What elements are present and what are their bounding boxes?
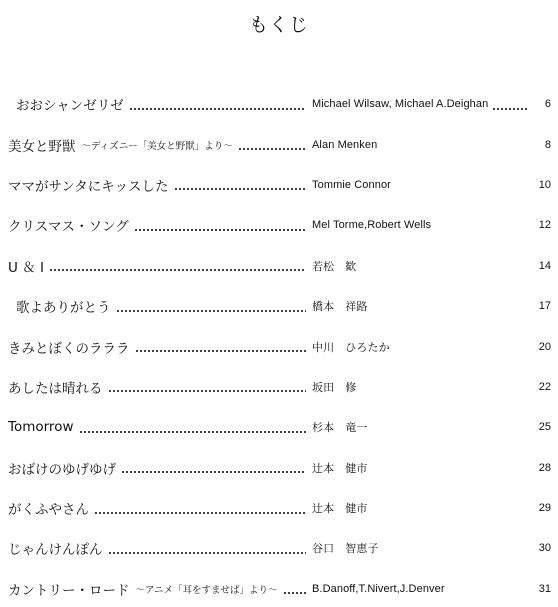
toc-entry bbox=[8, 528, 551, 568]
author-name: 辻本 健市 bbox=[312, 503, 368, 516]
author-name: Mel Torme,Robert Wells bbox=[312, 219, 432, 232]
entry-credit-area bbox=[312, 219, 551, 231]
dot-leader bbox=[283, 592, 306, 594]
author-name: 杉本 竜一 bbox=[312, 422, 368, 435]
author-name: Alan Menken bbox=[312, 138, 378, 151]
toc-entry bbox=[8, 569, 551, 607]
author-name: Tommie Connor bbox=[312, 178, 391, 191]
song-subtitle: ～ディズニー「美女と野獣」より～ bbox=[81, 140, 233, 152]
dot-leader bbox=[108, 390, 307, 392]
toc-entry bbox=[8, 124, 551, 164]
author-name: Michael Wilsaw, Michael A.Deighan bbox=[312, 98, 489, 111]
author-name: 中川 ひろたか bbox=[312, 341, 390, 354]
toc-entry bbox=[8, 448, 551, 488]
page-number: 14 bbox=[538, 259, 551, 272]
entry-credit-area bbox=[312, 179, 551, 191]
toc-entry bbox=[8, 246, 551, 286]
song-title: Tomorrow bbox=[8, 419, 74, 436]
page-number: 29 bbox=[538, 502, 551, 515]
song-title: きみとぼくのラララ bbox=[8, 340, 130, 357]
dot-leader bbox=[129, 108, 306, 110]
entry-credit-area bbox=[312, 419, 551, 435]
song-title: おばけのゆげゆげ bbox=[8, 461, 116, 478]
entry-credit-area bbox=[312, 339, 551, 355]
page-number: 12 bbox=[538, 219, 551, 232]
dot-leader bbox=[108, 552, 307, 554]
page-number: 17 bbox=[538, 300, 551, 313]
entry-title-area bbox=[8, 256, 312, 276]
author-name: 若松 歓 bbox=[312, 260, 357, 273]
song-title: ママがサンタにキッスした bbox=[8, 178, 169, 195]
dot-leader bbox=[79, 431, 307, 433]
toc-entry bbox=[8, 367, 551, 407]
entry-title-area bbox=[8, 135, 312, 155]
song-title: あしたは晴れる bbox=[8, 380, 103, 397]
entry-credit-area bbox=[312, 379, 551, 395]
entry-title-area bbox=[8, 94, 312, 114]
song-title: 美女と野獣 bbox=[8, 138, 76, 155]
page-number: 31 bbox=[538, 582, 551, 595]
song-title: U ＆ I bbox=[8, 259, 44, 276]
entry-credit-area bbox=[312, 98, 551, 110]
entry-credit-area bbox=[312, 540, 551, 556]
page-number: 30 bbox=[538, 542, 551, 555]
entry-title-area bbox=[8, 498, 312, 518]
author-name: 辻本 健市 bbox=[312, 462, 368, 475]
page-title: もくじ bbox=[248, 14, 309, 36]
toc-entry bbox=[8, 407, 551, 447]
toc-entry bbox=[8, 205, 551, 245]
dot-leader bbox=[49, 269, 306, 271]
page-number: 25 bbox=[538, 421, 551, 434]
dot-leader bbox=[121, 471, 306, 473]
toc-entry bbox=[8, 326, 551, 366]
page-number: 20 bbox=[538, 340, 551, 353]
entry-title-area bbox=[8, 538, 312, 558]
song-title: クリスマス・ソング bbox=[8, 219, 129, 236]
toc-list bbox=[8, 84, 551, 607]
entry-credit-area bbox=[312, 258, 551, 274]
dot-leader bbox=[238, 148, 306, 150]
song-subtitle: ～アニメ「耳をすませば」より～ bbox=[135, 584, 278, 596]
entry-credit-area bbox=[312, 500, 551, 516]
page-number: 8 bbox=[544, 138, 551, 151]
page-number: 22 bbox=[538, 380, 551, 393]
song-title: 歌よありがとう bbox=[16, 300, 111, 317]
entry-title-area bbox=[8, 215, 312, 235]
toc-entry bbox=[8, 165, 551, 205]
song-title: がくふやさん bbox=[8, 502, 89, 519]
author-name: 坂田 修 bbox=[312, 381, 357, 394]
dot-leader bbox=[94, 512, 306, 514]
toc-entry bbox=[8, 84, 551, 124]
author-name: 橋本 祥路 bbox=[312, 301, 368, 314]
entry-credit-area bbox=[312, 298, 551, 314]
dot-leader bbox=[174, 188, 306, 190]
entry-title-area bbox=[8, 579, 312, 599]
author-name: 谷口 智恵子 bbox=[312, 543, 379, 556]
entry-title-area bbox=[8, 458, 312, 478]
author-name: B.Danoff,T.Nivert,J.Denver bbox=[312, 582, 445, 595]
song-title: おおシャンゼリゼ bbox=[16, 98, 124, 115]
song-title: カントリー・ロード bbox=[8, 582, 130, 599]
entry-title-area bbox=[8, 175, 312, 195]
dot-leader bbox=[134, 229, 306, 231]
entry-title-area bbox=[8, 377, 312, 397]
entry-title-area bbox=[8, 296, 312, 316]
dot-leader bbox=[135, 350, 307, 352]
dot-leader bbox=[492, 108, 528, 110]
entry-title-area bbox=[8, 419, 312, 435]
page-number: 28 bbox=[538, 461, 551, 474]
dot-leader bbox=[116, 310, 307, 312]
toc-entry bbox=[8, 286, 551, 326]
page-number: 6 bbox=[544, 98, 551, 111]
entry-title-area bbox=[8, 337, 312, 357]
page-number: 10 bbox=[538, 178, 551, 191]
entry-credit-area bbox=[312, 583, 551, 595]
entry-credit-area bbox=[312, 139, 551, 151]
entry-credit-area bbox=[312, 460, 551, 476]
toc-entry bbox=[8, 488, 551, 528]
song-title: じゃんけんぽん bbox=[8, 542, 103, 559]
